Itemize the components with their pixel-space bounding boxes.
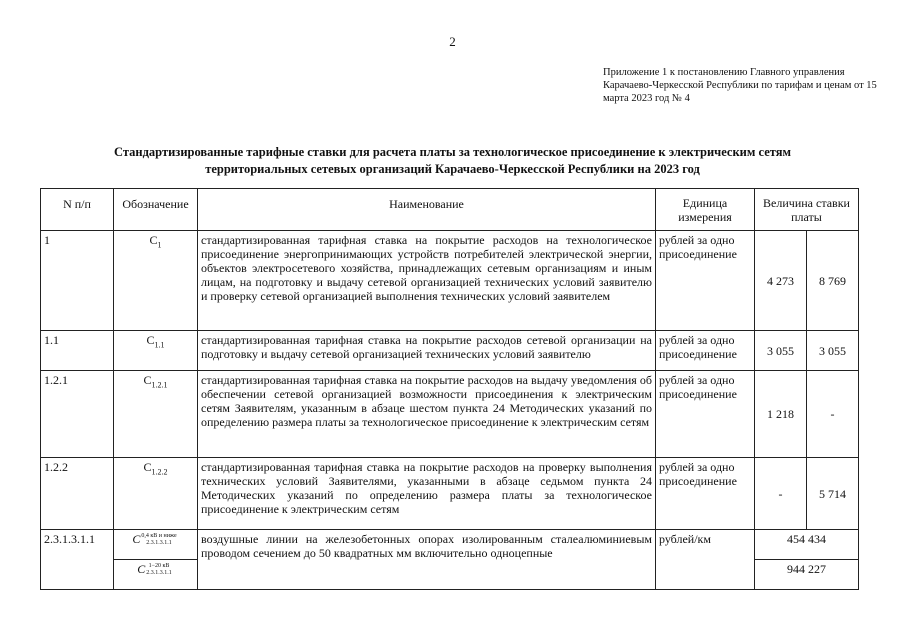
row-value-2: - <box>807 371 859 458</box>
page-number: 2 <box>449 34 456 49</box>
symbol-letter: C <box>143 373 152 387</box>
row-value-1: 1 218 <box>755 371 807 458</box>
row-num: 1 <box>41 231 114 331</box>
header-value: Величина ставки платы <box>755 189 859 231</box>
formula-c-low: C 0,4 кВ и ниже 2.3.1.3.1.1 <box>132 532 177 547</box>
row-unit: рублей за одно присоединение <box>656 371 755 458</box>
row-symbol <box>114 458 198 530</box>
appendix-note: Приложение 1 к постановлению Главного управления Карачаево-Черкесской Республики по тарифам и ценам от 15 марта 2023 год № 4 <box>603 67 877 104</box>
row-name: стандартизированная тарифная ставка на покрытие расходов на проверку выполнения технических условий Заявителями, указанными в абзаце седьмом пункта 24 Методических указаний по определению размера платы за технологическое присоединение к электрическим сетям <box>198 458 656 530</box>
row-name: стандартизированная тарифная ставка на покрытие расходов на выдачу уведомления об обеспечении сетевой организацией возможности присоединения к электрическим сетям Заявителям, указанным в абзаце шестом пункта 24 Методических указаний по определению размера платы за технологическое присоединение к электрическим сетям <box>198 371 656 458</box>
row-formula-medium-voltage <box>114 560 198 590</box>
table-header-row <box>41 189 859 231</box>
row-unit: рублей за одно присоединение <box>656 458 755 530</box>
title-line-2: территориальных сетевых организаций Карачаево-Черкесской Республики на 2023 год <box>205 162 700 176</box>
row-value-1: 3 055 <box>755 331 807 371</box>
table-row <box>41 371 859 458</box>
table-row <box>41 331 859 371</box>
table-row <box>41 458 859 530</box>
row-num: 1.2.2 <box>41 458 114 530</box>
row-value-low-voltage: 454 434 <box>755 530 859 560</box>
symbol-subscript: 1.1 <box>154 340 165 350</box>
row-symbol <box>114 231 198 331</box>
row-num: 1.2.1 <box>41 371 114 458</box>
row-unit: рублей за одно присоединение <box>656 331 755 371</box>
formula-superscript: 0,4 кВ и ниже <box>141 533 177 540</box>
row-value-2: 5 714 <box>807 458 859 530</box>
symbol-subscript: 1.2.2 <box>151 467 168 477</box>
row-value-medium-voltage: 944 227 <box>755 560 859 590</box>
row-name: стандартизированная тарифная ставка на покрытие расходов на технологическое присоединение энергопринимающих устройств потребителей электрической энергии, объектов электросетевого хозяйства, принадлежащих сетевым организациям и иным лицам, на подготовку и выдачу сетевой организацией технических условий заявителю и проверку сетевой организацией выполнения технических условий заявителем <box>198 231 656 331</box>
formula-subscript: 2.3.1.3.1.1 <box>146 570 172 577</box>
row-symbol <box>114 371 198 458</box>
symbol-letter: C <box>143 460 152 474</box>
row-num: 1.1 <box>41 331 114 371</box>
symbol-letter: C <box>149 233 158 247</box>
formula-superscript: 1−20 кВ <box>148 563 170 570</box>
table-row <box>41 231 859 331</box>
header-symbol: Обозначение <box>114 189 198 231</box>
row-unit: рублей за одно присоединение <box>656 231 755 331</box>
row-value-2: 8 769 <box>807 231 859 331</box>
row-num: 2.3.1.3.1.1 <box>41 530 114 590</box>
symbol-subscript: 1.2.1 <box>151 380 168 390</box>
row-unit: рублей/км <box>656 530 755 590</box>
row-name: воздушные линии на железобетонных опорах изолированным сталеалюминиевым проводом сечением до 50 квадратных мм включительно одноцепные <box>198 530 656 590</box>
header-num: N п/п <box>41 189 114 231</box>
title-line-1: Стандартизированные тарифные ставки для расчета платы за технологическое присоединение к электрическим сетям <box>114 145 791 159</box>
symbol-letter: C <box>146 333 155 347</box>
formula-subscript: 2.3.1.3.1.1 <box>146 540 172 547</box>
tariff-table <box>40 188 859 590</box>
row-formula-low-voltage <box>114 530 198 560</box>
row-symbol <box>114 331 198 371</box>
symbol-subscript: 1 <box>157 240 162 250</box>
header-name: Наименование <box>198 189 656 231</box>
row-value-2: 3 055 <box>807 331 859 371</box>
row-value-1: - <box>755 458 807 530</box>
header-unit: Единица измерения <box>656 189 755 231</box>
row-name: стандартизированная тарифная ставка на покрытие расходов сетевой организации на подготовку и выдачу сетевой организацией технических условий заявителю <box>198 331 656 371</box>
row-value-1: 4 273 <box>755 231 807 331</box>
document-title <box>40 144 865 178</box>
table-row <box>41 530 859 560</box>
formula-c-medium: C 1−20 кВ 2.3.1.3.1.1 <box>137 562 172 577</box>
